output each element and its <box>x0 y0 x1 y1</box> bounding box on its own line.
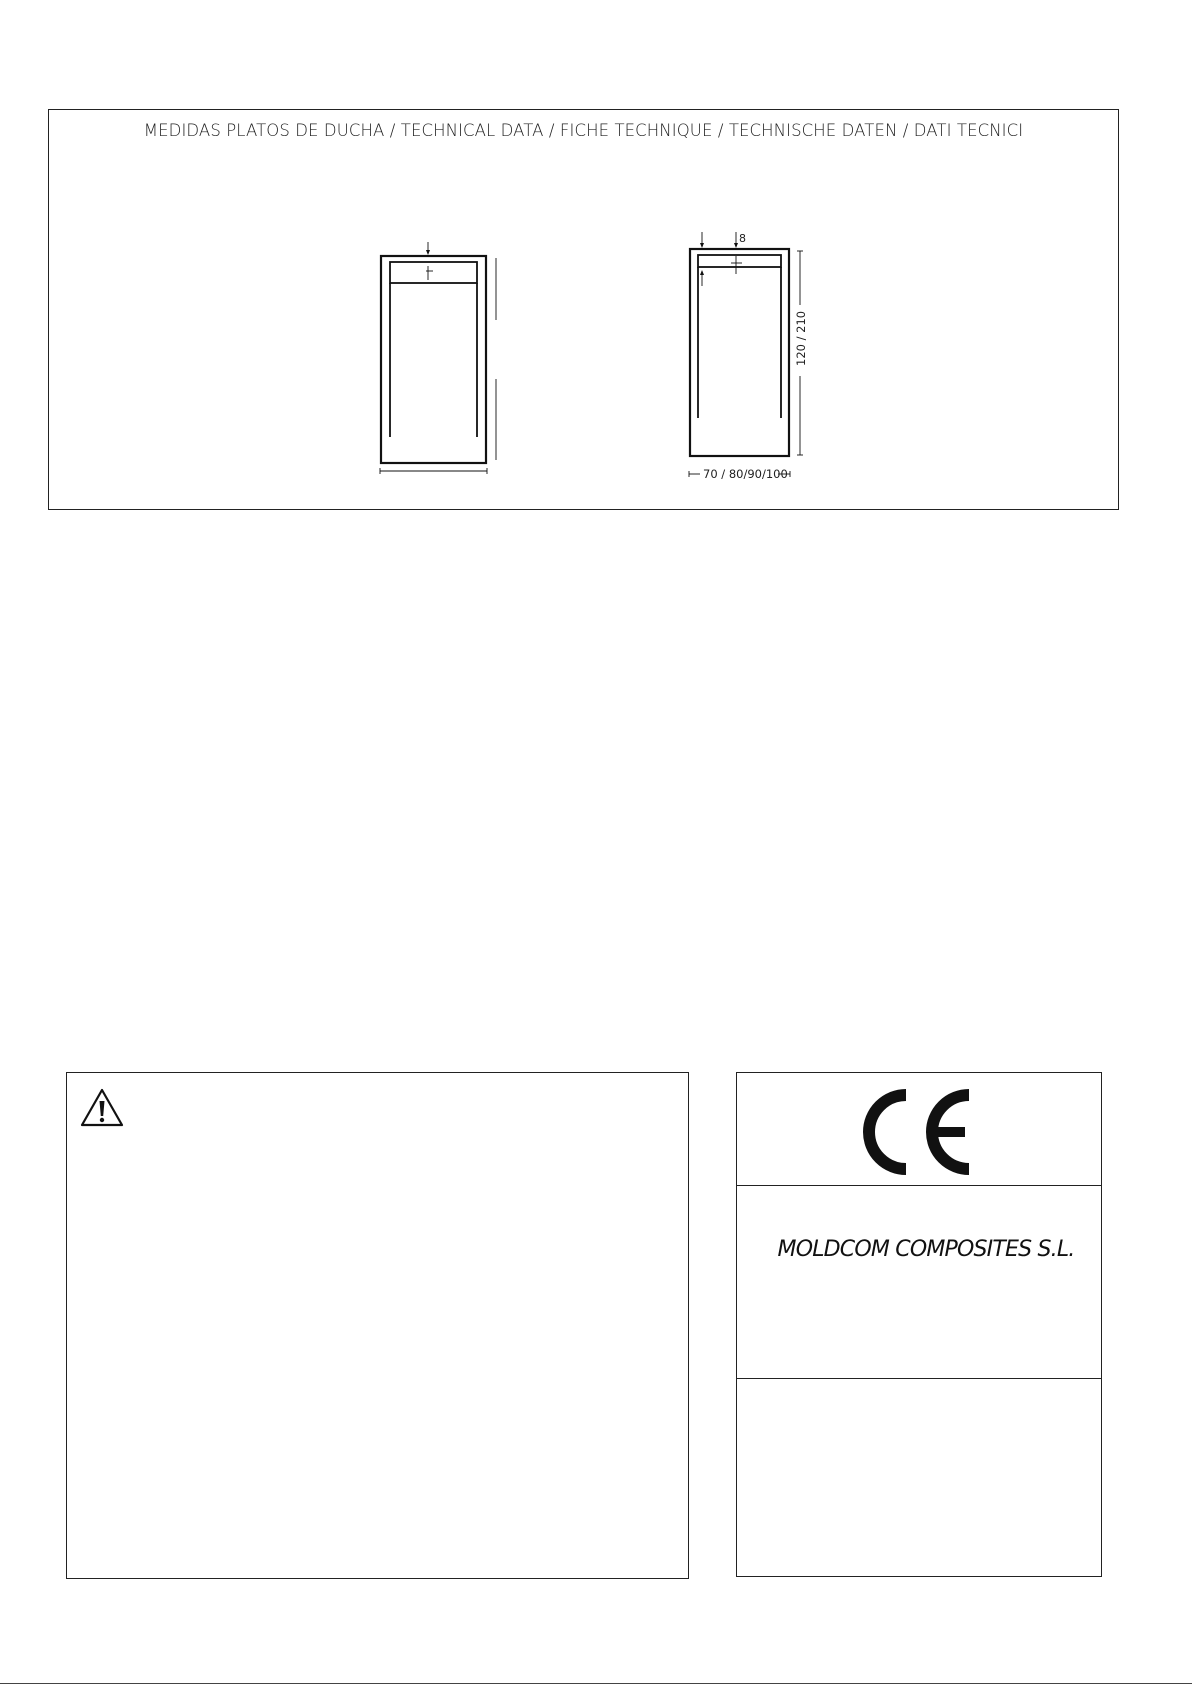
company-name: MOLDCOM COMPOSITES S.L. <box>777 1237 1075 1262</box>
drawing-b-width-dimension: 70 / 80/90/100 <box>703 467 788 481</box>
technical-data-panel <box>48 109 1119 510</box>
page-bottom-rule <box>0 1683 1192 1684</box>
drawing-b-top-dimension: 8 <box>739 232 746 245</box>
drawing-b-height-dimension: 120 / 210 <box>794 310 808 366</box>
certification-panel <box>736 1072 1102 1577</box>
technical-data-title: MEDIDAS PLATOS DE DUCHA / TECHNICAL DATA / FICHE TECHNIQUE / TECHNISCHE DATEN / DATI TECNICI <box>143 121 1024 140</box>
manufacturer-section <box>737 1185 1101 1379</box>
warning-triangle-icon <box>79 1087 125 1129</box>
shower-tray-drawing-b <box>679 228 829 488</box>
ce-mark-section <box>737 1073 1101 1186</box>
shower-tray-drawing-a <box>369 240 519 490</box>
ce-mark-icon <box>857 1089 977 1175</box>
warning-panel <box>66 1072 689 1579</box>
